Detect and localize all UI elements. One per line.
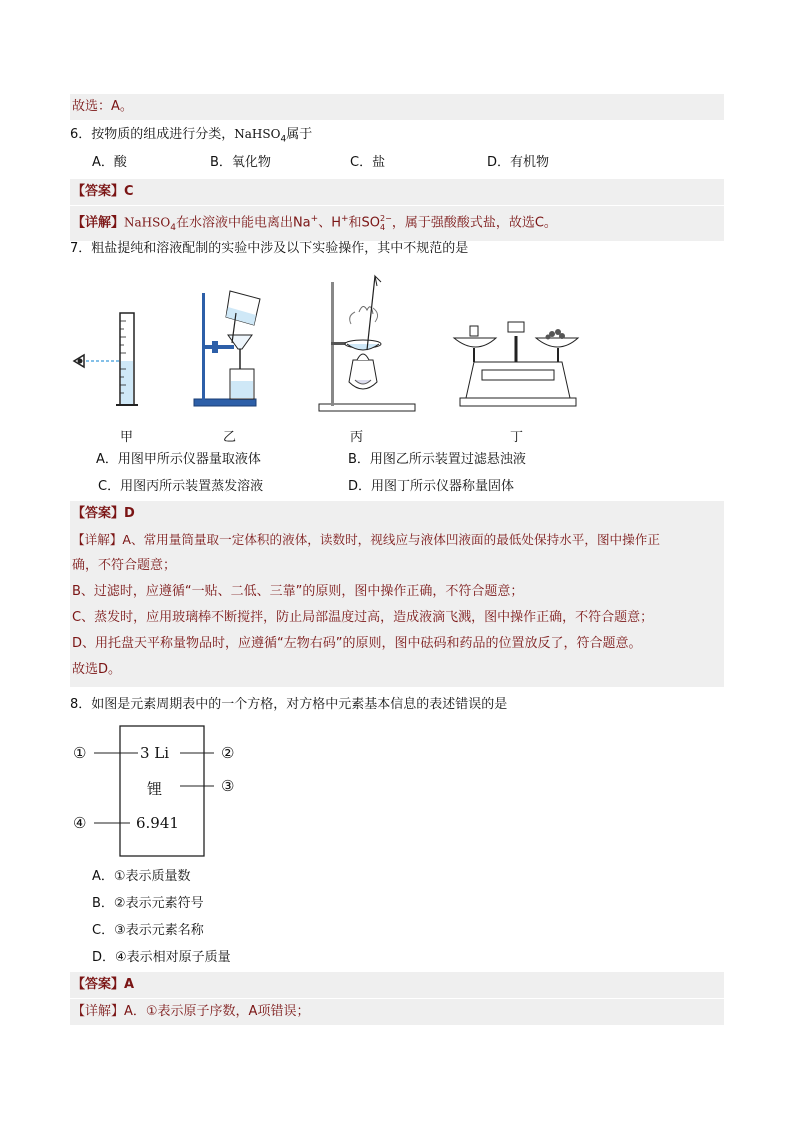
q7-option-d[interactable]: D．用图丁所示仪器称量固体 [348, 479, 515, 494]
prev-conclusion: 故选：A。 [70, 94, 724, 120]
q7-option-b[interactable]: B．用图乙所示装置过滤悬浊液 [348, 452, 526, 467]
q6-detail-formula: NaHSO [124, 215, 171, 230]
marker-3: ③ [221, 777, 235, 795]
q6-option-a[interactable]: A．酸 [92, 155, 127, 170]
q6-stem-prefix: 6．按物质的组成进行分类， [70, 127, 235, 142]
q8-detail: 【详解】A．①表示原子序数，A项错误； [70, 999, 724, 1025]
fig-jia-cylinder [68, 305, 148, 415]
q6-stem-suffix: 属于 [286, 127, 313, 142]
q7-answer [70, 501, 724, 527]
q6-answer [70, 179, 724, 205]
marker-1: ① [73, 744, 87, 762]
q7-detail-line: 【详解】A、常用量筒量取一定体积的液体，读数时，视线应与液体凹液面的最低处保持水平，图中操作正 [72, 532, 660, 547]
q8-option-a[interactable]: A．①表示质量数 [92, 869, 191, 884]
q7-detail-line: B、过滤时，应遵循“一贴、二低、三靠”的原则，图中操作正确，不符合题意； [72, 584, 524, 599]
pouring-beaker [226, 291, 260, 325]
q8-answer-text: 【答案】A [72, 977, 135, 992]
caption-jia: 甲 [120, 430, 134, 445]
q6-ion-charge [380, 214, 392, 232]
q8-answer [70, 972, 724, 998]
q8-option-d[interactable]: D．④表示相对原子质量 [92, 950, 231, 965]
eye-icon [74, 355, 84, 367]
q6-detail-tag: 【详解】 [72, 215, 125, 231]
caption-yi: 乙 [223, 430, 237, 445]
q7-detail-line: 确，不符合题意； [72, 558, 177, 573]
q7-answer-text: 【答案】D [72, 506, 135, 521]
q7-detail-line: D、用托盘天平称量物品时，应遵循“左物右码”的原则，图中砝码和药品的位置放反了，符合题意。 [72, 636, 642, 651]
q6-detail [70, 206, 724, 241]
q6-option-d[interactable]: D．有机物 [487, 155, 550, 170]
cell-mass: 6.941 [136, 814, 179, 832]
fig-yi-filtration [190, 285, 270, 410]
q7-detail-line: C、蒸发时，应用玻璃棒不断搅拌，防止局部温度过高，造成液滴飞溅，图中操作正确，不符合题意； [72, 610, 654, 625]
q6-option-c[interactable]: C．盐 [350, 155, 386, 170]
q6-detail-sep: 、H [318, 215, 341, 231]
q6-detail-end: ，属于强酸酸式盐，故选C。 [391, 215, 557, 231]
q6-answer-text: 【答案】C [72, 184, 134, 199]
marker-4: ④ [73, 814, 87, 832]
q6-detail-formula-sub: 4 [170, 222, 176, 233]
q6-ion-sub: 4 [380, 222, 386, 232]
q7-detail-line: 故选D。 [72, 662, 122, 677]
caption-bing: 丙 [350, 430, 364, 445]
q6-detail-and: 和SO [348, 215, 381, 231]
q7-detail [70, 527, 724, 687]
cell-name: 锂 [147, 780, 163, 798]
q8-option-b[interactable]: B．②表示元素符号 [92, 896, 204, 911]
q7-option-c[interactable]: C．用图丙所示装置蒸发溶液 [98, 479, 264, 494]
q7-option-a[interactable]: A．用图甲所示仪器量取液体 [96, 452, 261, 467]
q6-detail-sup1: + [310, 214, 319, 224]
q8-option-c[interactable]: C．③表示元素名称 [92, 923, 204, 938]
q6-stem [70, 123, 312, 151]
q6-option-b[interactable]: B．氧化物 [210, 155, 271, 170]
q6-ion-sup: 2− [380, 213, 392, 223]
q6-detail-mid: 在水溶液中能电离出Na [175, 215, 311, 231]
q6-formula: NaHSO [234, 127, 281, 141]
q7-stem: 7．粗盐提纯和溶液配制的实验中涉及以下实验操作，其中不规范的是 [70, 241, 469, 256]
caption-ding: 丁 [510, 430, 524, 445]
q8-stem: 8．如图是元素周期表中的一个方格，对方格中元素基本信息的表述错误的是 [70, 697, 508, 712]
q6-detail-sup2: + [340, 214, 349, 224]
cell-number-symbol: 3 Li [140, 744, 170, 762]
fig-bing-evaporation [315, 272, 420, 414]
marker-2: ② [221, 744, 235, 762]
fig-ding-balance [452, 316, 582, 411]
q6-formula-sub: 4 [280, 134, 287, 145]
